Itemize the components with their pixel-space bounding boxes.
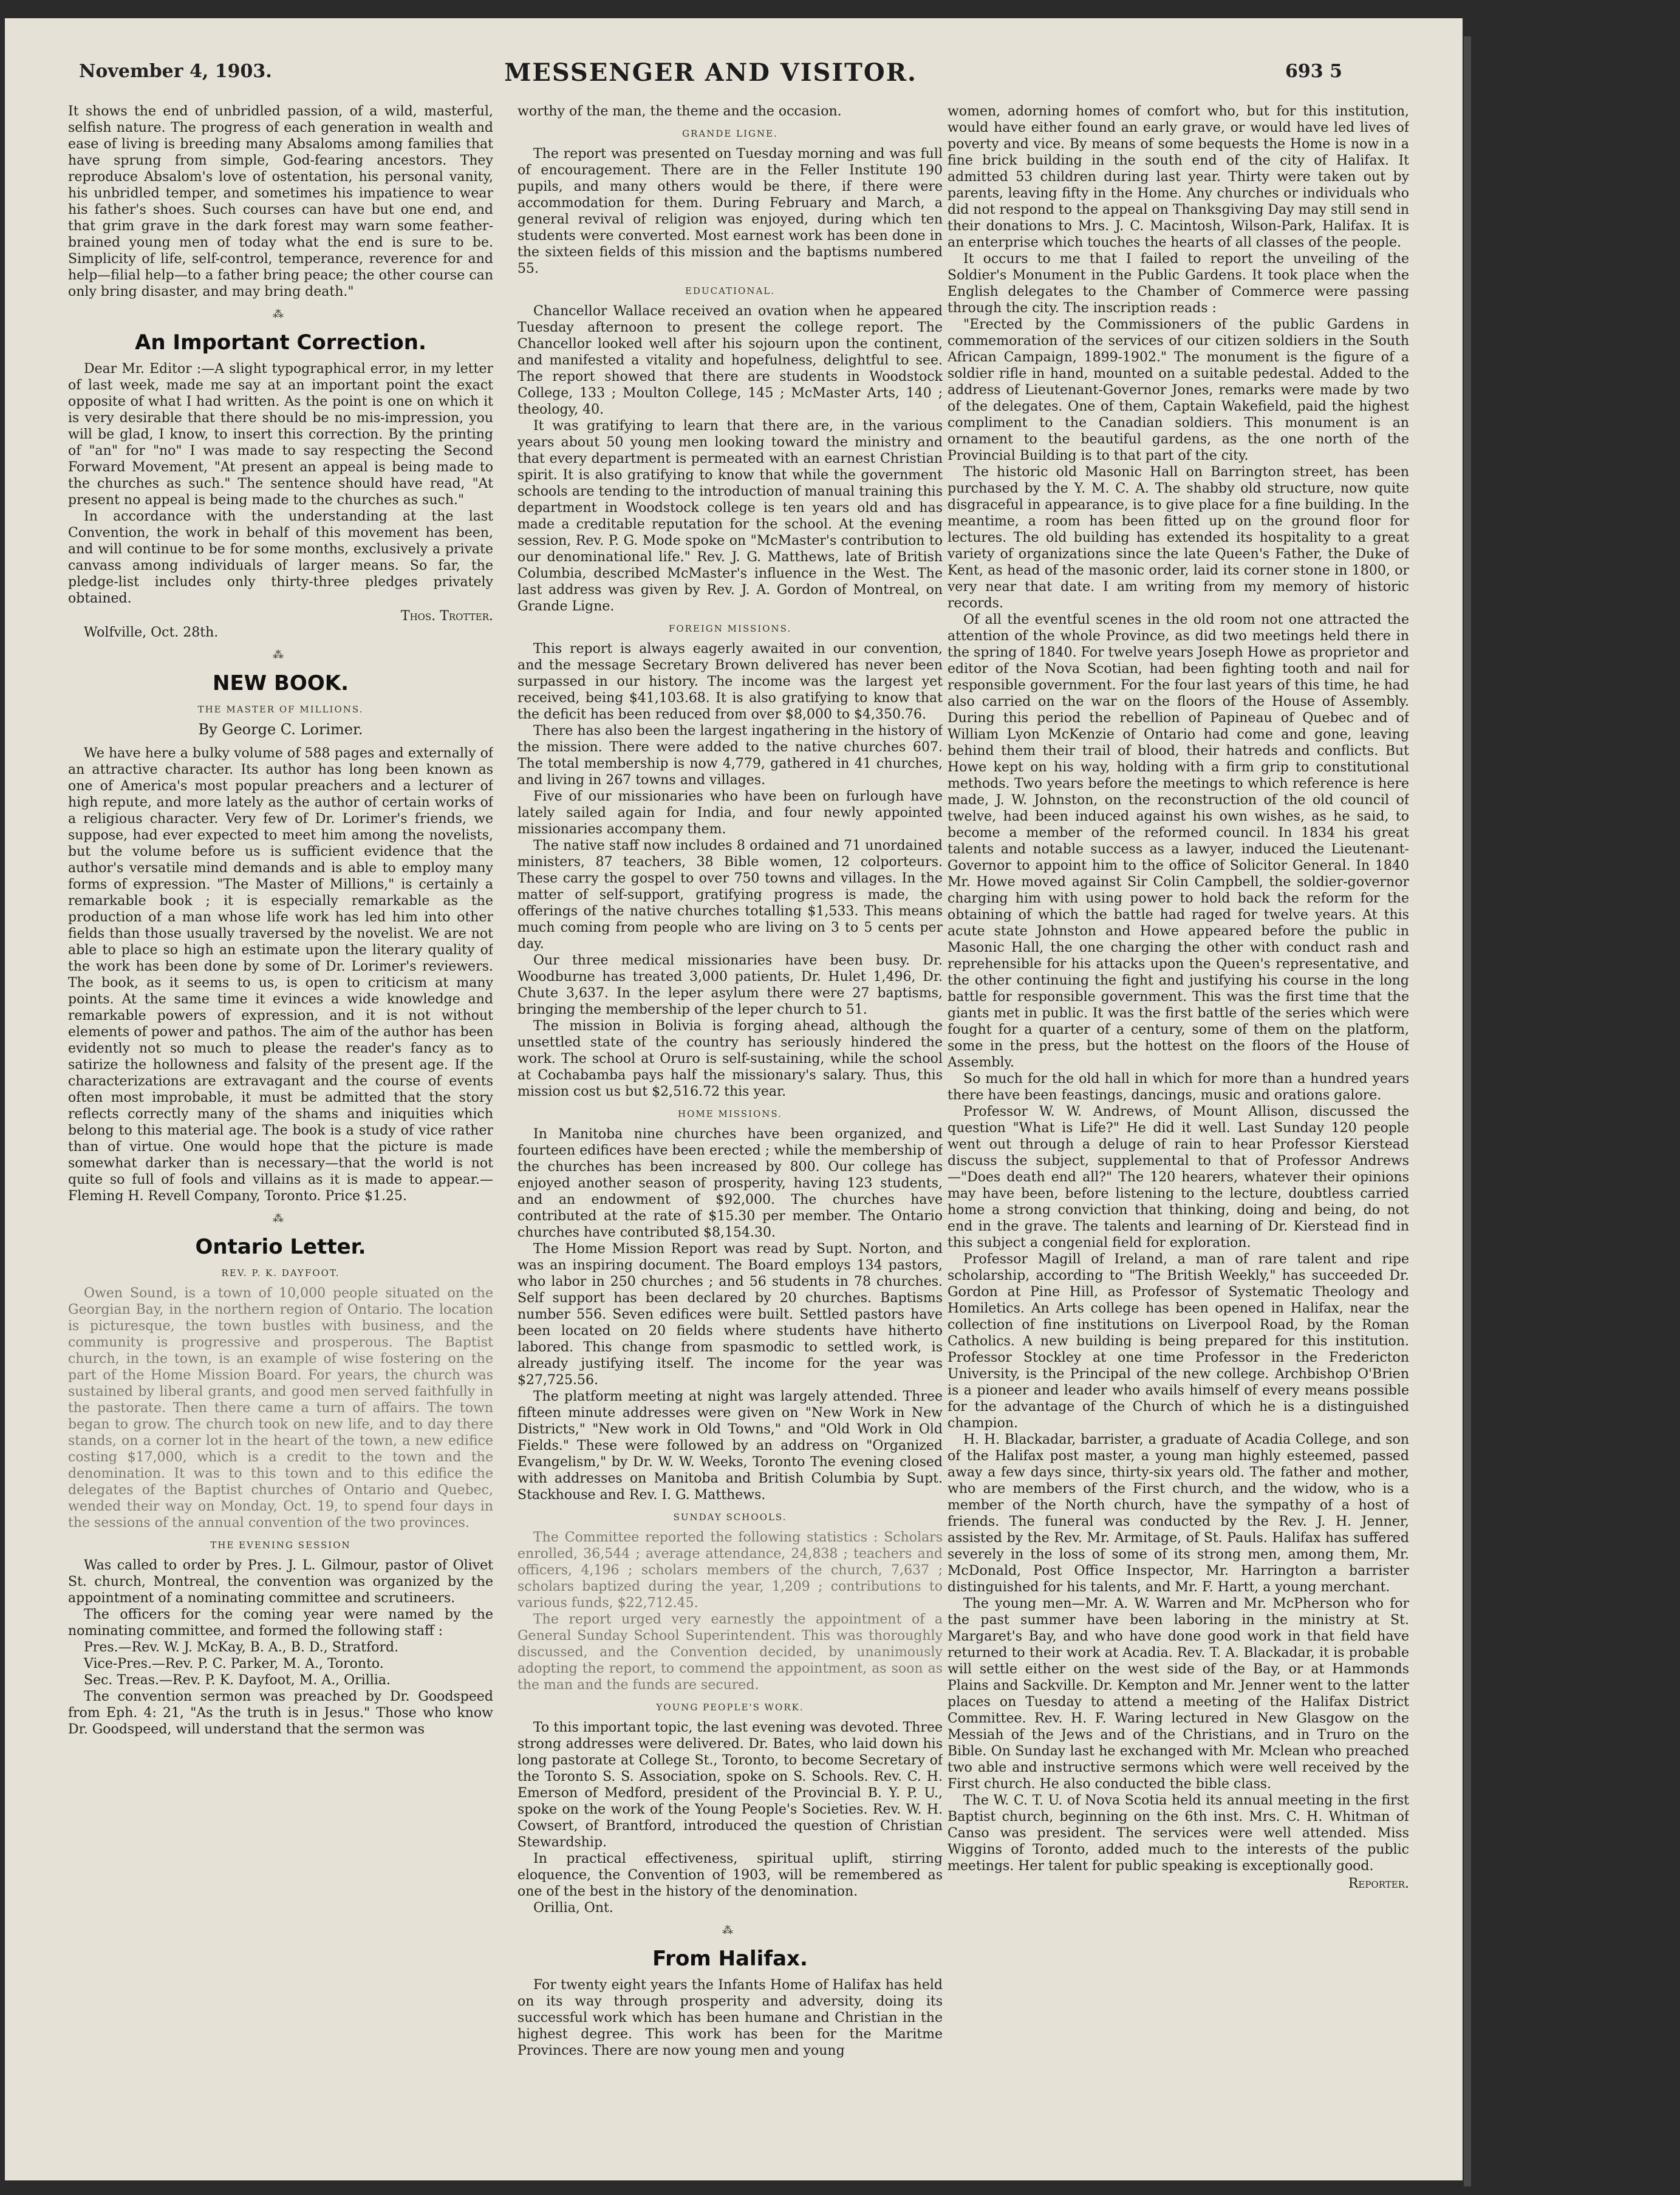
evening-paragraph: The officers for the coming year were named by the nominating committee, and formed the following staff : [68,1607,493,1639]
halifax-paragraph: Professor Magill of Ireland, a man of rare talent and ripe scholarship, according to "The British Weekly," has succeeded Dr. Gordon at Pine Hill, as Professor of Systematic Theology and Homiletics. An Arts college has been opened in Halifax, near the collection of fine institutions on Liverpool Road, by the Roman Catholics. A new building is being prepared for this institution. Professor Stockley at one time Professor in the Fredericton University, is the Principal of the new college. Archbishop O'Brien is a pioneer and leader who avails himself of every means possible for the advantage of the Church of which he is a distinguished champion. [948,1252,1409,1431]
foreign-paragraph: Our three medical missionaries have been busy. Dr. Woodburne has treated 3,000 patients, Dr. Hulet 1,496, Dr. Chute 3,637. In the leper asylum there were 27 baptisms, bringing the membership of the leper church to 51. [517,953,943,1017]
issue-date: November 4, 1903. [79,61,272,82]
evening-session-head: THE EVENING SESSION [210,1540,351,1551]
sunday-schools-head: SUNDAY SCHOOLS. [673,1512,787,1523]
separator-stars: ⁂ [273,308,289,321]
ontario-headline: Ontario Letter. [195,1235,366,1259]
foreign-paragraph: There has also been the largest ingathering in the history of the mission. There were added to the native churches 607. The total membership is now 4,779, gathered in 41 churches, and living in 267 towns and villages. [517,723,943,788]
foreign-paragraph: The mission in Bolivia is forging ahead, although the unsettled state of the country has seriously hindered the work. The school at Oruro is self-sustaining, while the school at Cochabamba pays half the missionary's salary. Thus, this mission cost us but $2,516.72 this year. [517,1019,943,1099]
column-2 [517,103,943,2156]
foreign-paragraph: Five of our missionaries who have been on furlough have lately sailed again for India, and four newly appointed missionaries accompany them. [517,789,943,837]
halifax-paragraph: "Erected by the Commissioners of the public Gardens in commemoration of the services of our citizen soldiers in the South African Campaign, 1899-1902." The monument is the figure of a soldier rifle in hand, mounted on a suitable pedestal. Added to the address of Lieutenant-Governor Jones, remarks were made by two of the delegates. One of them, Captain Wakefield, paid the highest compliment to the Canadian soldiers. This monument is an ornament to the beautiful gardens, as the one north of the Provincial Building is to that part of the city. [948,317,1409,463]
grande-ligne-paragraph: The report was presented on Tuesday morning and was full of encouragement. There are in the Feller Institute 190 pupils, and many others would be there, if there were accommodation for them. During February and March, a general revival of religion was enjoyed, during which ten students were converted. Most earnest work has been done in the sixteen fields of this mission and the baptisms numbered 55. [517,146,943,276]
halifax-paragraph: Professor W. W. Andrews, of Mount Allison, discussed the question "What is Life?" He did it well. Last Sunday 120 people went out through a deluge of rain to hear Professor Kierstead discuss the subject, supplemental to that of Professor Andrews—"Does death end all?" The 120 hearers, whatever their opinions may have been, before listening to the lecture, doubtless carried home a strong conviction that thinking, doing and being, do not end in the grave. The talents and learning of Dr. Kierstead find in this subject a congenial field for exploration. [948,1104,1409,1251]
halifax-paragraph: Of all the eventful scenes in the old room not one attracted the attention of the whole Province, as did two meetings held there in the spring of 1840. For twelve years Joseph Howe as proprietor and editor of the Nova Scotian, had been fighting tooth and nail for responsible government. For the four last years of this time, he had also carried on the war on the floors of the House of Assembly. During this period the rebellion of Papineau of Quebec and of William Lyon McKenzie of Ontario had come and gone, leaving behind them their trail of blood, their hatreds and conflicts. But Howe kept on his way, holding with a firm grip to constitutional methods. Two years before the meetings to which reference is here made, J. W. Johnston, on the reconstruction of the old council of twelve, had been induced against his own wishes, as he said, to become a member of the reformed council. In 1834 his great talents and notable success as a lawyer, induced the Lieutenant-Governor to appoint him to the office of Solicitor General. In 1840 Mr. Howe moved against Sir Colin Campbell, the soldier-governor charging him with using power to hold back the reform for the obtaining of which the battle had raged for twelve years. At this acute state Johnston and Howe appeared before the public in Masonic Hall, the one charging the other with conduct rash and reprehensible for his attacks upon the Queen's representative, and the other continuing the fight and justifying his course in the long battle for responsible government. This was the first time that the giants met in public. It was the first battle of the series which were fought for a quarter of a century, some of them on the platform, some in the press, but the hottest on the floors of the House of Assembly. [948,612,1409,1070]
halifax-paragraph: For twenty eight years the Infants Home of Halifax has held on its way through prosperity and adversity, doing its successful work which has been humane and Christian in the highest degree. This work has been for the Maritme Provinces. There are now young men and young [517,1978,943,2058]
halifax-paragraph: H. H. Blackadar, barrister, a graduate of Acadia College, and son of the Halifax post master, a young man highly esteemed, passed away a few days since, thirty-six years old. The father and mother, who are members of the First church, and the widow, who is a member of the North church, have the sympathy of a host of friends. The funeral was conducted by the Rev. J. H. Jenner, assisted by the Rev. Mr. Armitage, of St. Pauls. Halifax has suffered severely in the loss of some of its strong men, among them, Mr. McDonald, Post Office Inspector, Mr. Harrington a barrister distinguished for his talents, and Mr. F. Hartt, a young merchant. [948,1432,1409,1595]
evening-paragraph: The convention sermon was preached by Dr. Goodspeed from Eph. 4: 21, "As the truth is in Jesus." Those who know Dr. Goodspeed, will understand that the sermon was [68,1689,493,1737]
halifax-headline: From Halifax. [652,1947,808,1971]
evening-paragraph: Was called to order by Pres. J. L. Gilmour, pastor of Olivet St. church, Montreal, the convention was organized by the appointment of a nominating committee and scrutineers. [68,1558,493,1606]
foreign-paragraph: The native staff now includes 8 ordained and 71 unordained ministers, 87 teachers, 38 Bible women, 12 colporteurs. These carry the gospel to over 750 towns and villages. In the matter of self-support, gratifying progress is made, the offerings of the native churches totalling $1,533. This means much coming from people who are living on 3 to 5 cents per day. [517,838,943,952]
educational-paragraph: It was gratifying to learn that there are, in the various years about 50 young men looking toward the ministry and that every department is permeated with an earnest Christian spirit. It is also gratifying to know that while the government schools are tending to the introduction of manual training this department in Woodstock college is ten years old and has made a creditable reputation for the school. At the evening session, Rev. P. G. Mode spoke on "McMaster's contribution to our denominational life." Rev. J. G. Matthews, late of British Columbia, described McMaster's influence in the West. The last address was given by Rev. J. A. Gordon of Montreal, on Grande Ligne. [517,418,943,614]
correction-paragraph: Dear Mr. Editor :—A slight typographical error, in my letter of last week, made me say at an important point the exact opposite of what I had written. As the point is one on which it is very desirable that there should be no mis-impression, you will be glad, I know, to insert this correction. By the printing of "an" for "no" I was made to say respecting the Second Forward Movement, "At present an appeal is being made to the churches as such." The sentence should have read, "At present no appeal is being made to the churches as such." [68,361,493,508]
young-peoples-head: YOUNG PEOPLE'S WORK. [656,1702,804,1713]
masthead-title: MESSENGER AND VISITOR. [504,58,917,87]
intro-paragraph: It shows the end of unbridled passion, of a wild, masterful, selfish nature. The progress of each generation in wealth and ease of living is breeding many Absaloms among families that have sprung from simple, God-fearing ancestors. They reproduce Absalom's love of ostentation, his personal vanity, his unbridled temper, and sometimes his impatience to wear his father's shoes. Such courses can have but one end, and that grim grave in the dark forest may warn some feather-brained young men of today what the end is sure to be. Simplicity of life, self-control, temperance, reverence for and help—filial help—to a father bring peace; the other course can only bring disaster, and may bring death." [68,104,493,299]
foreign-paragraph: This report is always eagerly awaited in our convention, and the message Secretary Brown delivered has never been surpassed in our history. The income was the largest yet received, being $41,103.68. It is also gratifying to know that the deficit has been reduced from over $8,000 to $4,350.76. [517,641,943,722]
separator-stars: ⁂ [273,649,289,661]
ontario-byline: REV. P. K. DAYFOOT. [221,1268,340,1278]
page-number: 693 5 [1285,61,1342,82]
continued-line: worthy of the man, the theme and the occasion. [517,104,842,119]
separator-stars: ⁂ [273,1212,289,1225]
book-review: We have here a bulky volume of 588 pages and externally of an attractive character. Its author has long been known as one of America's most popular preachers and a lecturer of high repute, and more lately as the author of certain works of a religious character. Very few of Dr. Lorimer's friends, we suppose, had ever expected to meet him among the novelists, but the volume before us is sufficient evidence that the author's versatile mind demands and is able to employ many forms of expression. "The Master of Millions," is certainly a remarkable book ; it is especially remarkable as the production of a man whose life work has led him into other fields than those usually traversed by the novelist. We are not able to place so high an estimate upon the literary quality of the work has been done by some of Dr. Lorimer's reviewers. The book, as it seems to us, is open to criticism at many points. At the same time it evinces a wide knowledge and remarkable powers of expression, and it is not without elements of power and pathos. The aim of the author has been evidently not so much to please the reader's fancy as to satirize the hollowness and falsity of the present age. If the characterizations are extravagant and the course of events often most improbable, it must be admitted that the story reflects correctly many of the shams and iniquities which belong to this material age. The book is a study of vice rather than of virtue. One would hope that the picture is made somewhat darker than is necessary—that the world is not quite so full of fools and villains as it is made to appear.—Fleming H. Revell Company, Toronto. Price $1.25. [68,746,493,1204]
page-edge [1464,36,1471,2186]
halifax-paragraph: The W. C. T. U. of Nova Scotia held its annual meeting in the first Baptist church, beginning on the 6th inst. Mrs. C. H. Whitman of Canso was president. The services were well attended. Miss Wiggins of Toronto, added much to the interests of the public meetings. Her talent for public speaking is exceptionally good. [948,1793,1409,1874]
foreign-missions-head: FOREIGN MISSIONS. [668,623,792,634]
book-subtitle: THE MASTER OF MILLIONS. [197,704,364,715]
ontario-paragraph: Owen Sound, is a town of 10,000 people situated on the Georgian Bay, in the northern region of Ontario. The location is picturesque, the town bustles with business, and the community is progressive and prosperous. The Baptist church, in the town, is an example of wise fostering on the part of the Home Mission Board. For years, the church was sustained by liberal grants, and good men served faithfully in the pastorate. Then there came a turn of affairs. The town began to grow. The church took on new life, and to day there stands, on a corner lot in the heart of the town, a new edifice costing $17,000, which is a credit to the town and the denomination. It was to this town and to this edifice the delegates of the Baptist churches of Ontario and Quebec, wended their way on Monday, Oct. 19, to spend four days in the sessions of the annual convention of the two provinces. [68,1286,493,1531]
educational-paragraph: Chancellor Wallace received an ovation when he appeared Tuesday afternoon to present the college report. The Chancellor looked well after his sojourn upon the continent, and manifested a vitality and hopefulness, delightful to see. The report showed that there are students in Woodstock College, 133 ; Moulton College, 145 ; McMaster Arts, 140 ; theology, 40. [517,304,943,417]
home-paragraph: The platform meeting at night was largely attended. Three fifteen minute addresses were given on "New Work in New Districts," "New work in Old Towns," and "Old Work in Old Fields." These were followed by an address on "Organized Evangelism," by Dr. W. W. Weeks, Toronto The evening closed with addresses on Manitoba and British Columbia by Supt. Stackhouse and Rev. I. G. Matthews. [517,1389,943,1503]
halifax-paragraph: It occurs to me that I failed to report the unveiling of the Soldier's Monument in the Public Gardens. It took place when the English delegates to the Chamber of Commerce were passing through the city. The inscription reads : [948,251,1409,316]
young-paragraph: To this important topic, the last evening was devoted. Three strong addresses were delivered. Dr. Bates, who laid down his long pastorate at College St., Toronto, to become Secretary of the Toronto S. S. Association, spoke on S. Schools. Rev. C. H. Emerson of Medford, president of the Provincial B. Y. P. U., spoke on the work of the Young People's Societies. Rev. W. H. Cowsert, of Brantford, introduced the question of Christian Stewardship. [517,1720,943,1850]
young-place: Orillia, Ont. [533,1900,613,1916]
book-byline: By George C. Lorimer. [198,721,363,738]
separator-stars: ⁂ [722,1924,738,1937]
halifax-continued: women, adorning homes of comfort who, but for this institution, would have either found an early grave, or would have led lives of poverty and vice. By means of some bequests the Home is now in a fine brick building in the south end of the city of Halifax. It admitted 53 children during last year. Thirty were taken out by parents, leaving fifty in the Home. Any churches or individuals who did not respond to the appeal on Thanksgiving Day may still send in their donations to Mrs. J. C. Macintosh, Wilson-Park, Halifax. It is an enterprise which touches the hearts of all classes of the people. [948,104,1409,250]
educational-head: EDUCATIONAL. [685,285,776,296]
correction-paragraph: In accordance with the understanding at the last Convention, the work in behalf of this movement has been, and will continue to be for some months, exclusively a private canvass among individuals of larger means. So far, the pledge-list includes only thirty-three pledges privately obtained. [68,509,493,606]
correction-headline: An Important Correction. [135,330,426,355]
officer-line: Pres.—Rev. W. J. McKay, B. A., B. D., Stratford. [84,1640,399,1655]
column-3 [948,103,1409,2156]
sunday-paragraph: The Committee reported the following statistics : Scholars enrolled, 36,544 ; average attendance, 24,838 ; teachers and officers, 4,196 ; scholars members of the church, 7,637 ; scholars baptized during the year, 1,209 ; contributions to various funds, $22,712.45. [517,1530,943,1611]
young-paragraph: In practical effectiveness, spiritual uplift, stirring eloquence, the Convention of 1903, will be remembered as one of the best in the history of the denomination. [517,1851,943,1899]
home-paragraph: The Home Mission Report was read by Supt. Norton, and was an inspiring document. The Board employs 134 pastors, who labor in 250 churches ; and 56 students in 78 churches. Self support has been declared by 20 churches. Baptisms number 556. Seven edifices were built. Settled pastors have been located on 20 fields where students have hitherto labored. This change from spasmodic to settled work, is already justifying itself. The income for the year was $27,725.56. [517,1241,943,1388]
correction-place: Wolfville, Oct. 28th. [84,625,219,640]
column-1 [68,103,493,2156]
home-missions-head: HOME MISSIONS. [678,1108,782,1119]
halifax-paragraph: So much for the old hall in which for more than a hundred years there have been feastings, dancings, music and orations galore. [948,1071,1409,1103]
officer-line: Vice-Pres.—Rev. P. C. Parker, M. A., Toronto. [84,1656,384,1671]
reporter-signature: Reporter. [1348,1876,1409,1891]
officer-line: Sec. Treas.—Rev. P. K. Dayfoot, M. A., Orillia. [84,1673,391,1688]
book-headline: NEW BOOK. [212,671,349,695]
home-paragraph: In Manitoba nine churches have been organized, and fourteen edifices have been erected ; while the membership of the churches has been increased by 800. Our college has enjoyed another season of prosperity, having 123 students, and an endowment of $92,000. The churches have contributed at the rate of $15.30 per member. The Ontario churches have contributed $8,154.30. [517,1127,943,1240]
sunday-paragraph: The report urged very earnestly the appointment of a General Sunday School Superintendent. This was thoroughly discussed, and the Convention decided, by unanimously adopting the report, to commend the appointment, as soon as the man and the funds are secured. [517,1612,943,1693]
halifax-paragraph: The historic old Masonic Hall on Barrington street, has been purchased by the Y. M. C. A. The shabby old structure, now quite disgraceful in appearance, is to give place for a fine building. In the meantime, a room has been fitted up on the ground floor for lectures. The old building has extended its hospitality to a great variety of organizations since the late Queen's Father, the Duke of Kent, as head of the masonic order, laid its corner stone in 1800, or very near that date. I am writing from my memory of historic records. [948,465,1409,611]
halifax-paragraph: The young men—Mr. A. W. Warren and Mr. McPherson who for the past summer have been laboring in the ministry at St. Margaret's Bay, and who have done good work in that field have returned to their work at Acadia. Rev. T. A. Blackadar, it is probable will settle either on the west side of the Bay, or at Hammonds Plains and Sackville. Dr. Kempton and Mr. Jenner went to the latter places on Tuesday to attend a meeting of the Halifax District Committee. Rev. H. F. Waring lectured in New Glasgow on the Messiah of the Jews and of the Christians, and in Truro on the Bible. On Sunday last he exchanged with Mr. Mclean who preached two able and instructive sermons which were well received by the First church. He also conducted the bible class. [948,1596,1409,1792]
grande-ligne-head: GRANDE LIGNE. [682,128,778,139]
page-header [79,58,1342,97]
correction-signature: Thos. Trotter. [400,609,493,624]
